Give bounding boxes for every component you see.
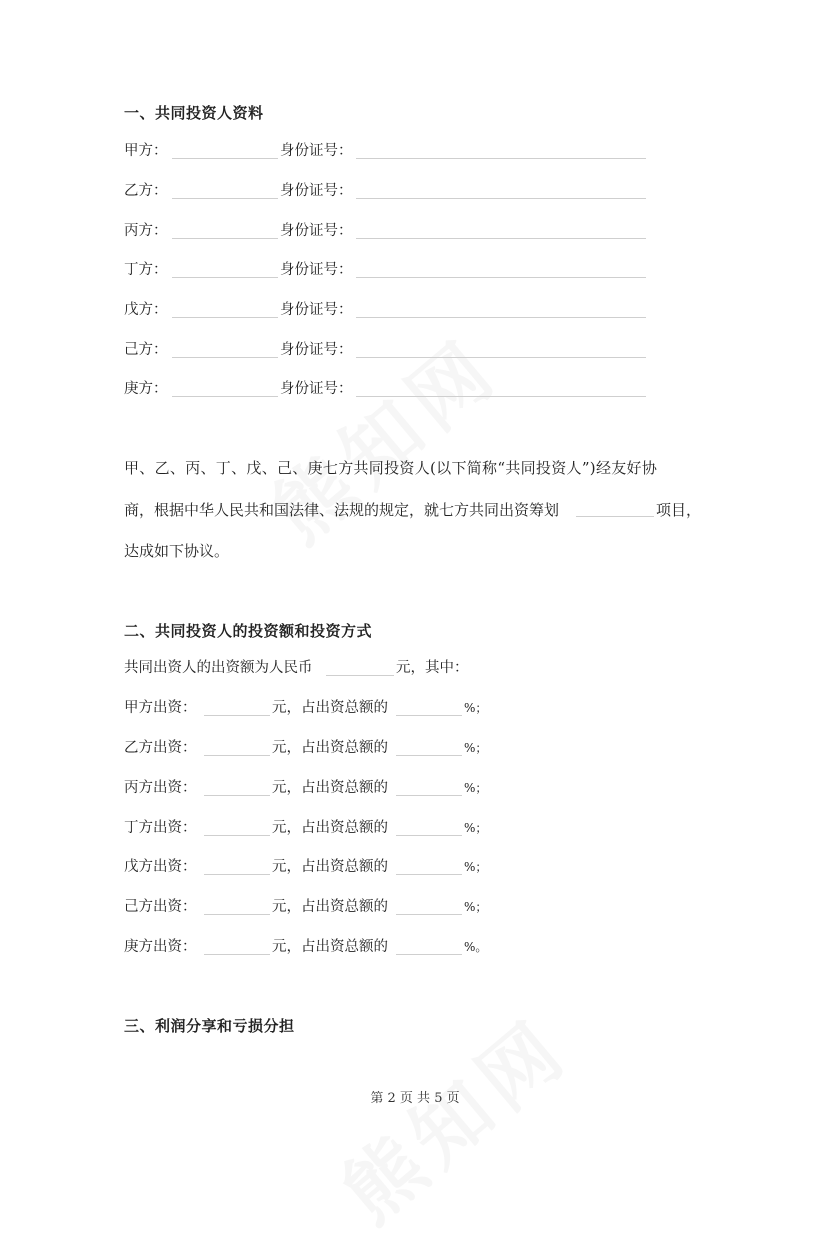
party-label: 乙方： <box>124 183 168 199</box>
total-label: 共同出资人的出资额为人民币 <box>124 660 313 676</box>
amount-blank <box>204 874 270 875</box>
party-label: 己方出资： <box>124 899 197 915</box>
yuan-label: 元，占出资总额的 <box>272 820 388 836</box>
percent-sign: %； <box>464 821 488 835</box>
amount-blank <box>204 835 270 836</box>
paragraph-line: 甲、乙、丙、丁、戊、己、庚七方共同投资人(以下简称“共同投资人”)经友好协 <box>124 459 658 477</box>
paragraph-line: 达成如下协议。 <box>124 542 230 560</box>
yuan-label: 元，占出资总额的 <box>272 740 388 756</box>
paragraph-text: 项目， <box>656 501 702 519</box>
yuan-label: 元，占出资总额的 <box>272 780 388 796</box>
percent-blank <box>396 914 462 915</box>
party-label: 甲方出资： <box>124 700 197 716</box>
percent-blank <box>396 835 462 836</box>
id-label: 身份证号： <box>280 143 353 159</box>
paragraph-text: 商，根据中华人民共和国法律、法规的规定，就七方共同出资筹划 <box>124 501 560 519</box>
total-unit: 元，其中： <box>396 660 469 676</box>
name-blank <box>172 317 278 318</box>
id-blank <box>356 357 646 358</box>
yuan-label: 元，占出资总额的 <box>272 899 388 915</box>
party-label: 戊方： <box>124 302 168 318</box>
id-blank <box>356 158 646 159</box>
party-label: 庚方： <box>124 381 168 397</box>
id-label: 身份证号： <box>280 381 353 397</box>
percent-blank <box>396 715 462 716</box>
project-blank <box>576 516 654 517</box>
id-label: 身份证号： <box>280 342 353 358</box>
page-number: 第 2 页 共 5 页 <box>370 1091 460 1106</box>
party-label: 丙方出资： <box>124 780 197 796</box>
id-blank <box>356 238 646 239</box>
amount-blank <box>204 795 270 796</box>
section1-title: 一、共同投资人资料 <box>124 104 264 122</box>
yuan-label: 元，占出资总额的 <box>272 939 388 955</box>
party-label: 丁方： <box>124 262 168 278</box>
percent-sign: %。 <box>464 940 488 954</box>
percent-sign: %； <box>464 860 488 874</box>
name-blank <box>172 357 278 358</box>
amount-blank <box>204 715 270 716</box>
total-blank <box>326 675 394 676</box>
amount-blank <box>204 954 270 955</box>
amount-blank <box>204 755 270 756</box>
section2-title: 二、共同投资人的投资额和投资方式 <box>124 622 373 640</box>
id-blank <box>356 317 646 318</box>
party-label: 庚方出资： <box>124 939 197 955</box>
section3-title: 三、利润分享和亏损分担 <box>124 1017 295 1035</box>
id-label: 身份证号： <box>280 262 353 278</box>
party-label: 己方： <box>124 342 168 358</box>
party-label: 丁方出资： <box>124 820 197 836</box>
percent-sign: %； <box>464 701 488 715</box>
percent-blank <box>396 755 462 756</box>
percent-blank <box>396 954 462 955</box>
amount-blank <box>204 914 270 915</box>
yuan-label: 元，占出资总额的 <box>272 859 388 875</box>
percent-sign: %； <box>464 741 488 755</box>
percent-sign: %； <box>464 781 488 795</box>
id-blank <box>356 396 646 397</box>
party-label: 戊方出资： <box>124 859 197 875</box>
watermark <box>315 988 589 1244</box>
percent-blank <box>396 795 462 796</box>
percent-sign: %； <box>464 900 488 914</box>
name-blank <box>172 238 278 239</box>
name-blank <box>172 198 278 199</box>
party-label: 甲方： <box>124 143 168 159</box>
party-label: 丙方： <box>124 223 168 239</box>
yuan-label: 元，占出资总额的 <box>272 700 388 716</box>
name-blank <box>172 158 278 159</box>
id-blank <box>356 198 646 199</box>
name-blank <box>172 396 278 397</box>
id-label: 身份证号： <box>280 183 353 199</box>
name-blank <box>172 277 278 278</box>
paragraph-line <box>124 498 559 522</box>
id-blank <box>356 277 646 278</box>
percent-blank <box>396 874 462 875</box>
party-label: 乙方出资： <box>124 740 197 756</box>
id-label: 身份证号： <box>280 223 353 239</box>
id-label: 身份证号： <box>280 302 353 318</box>
